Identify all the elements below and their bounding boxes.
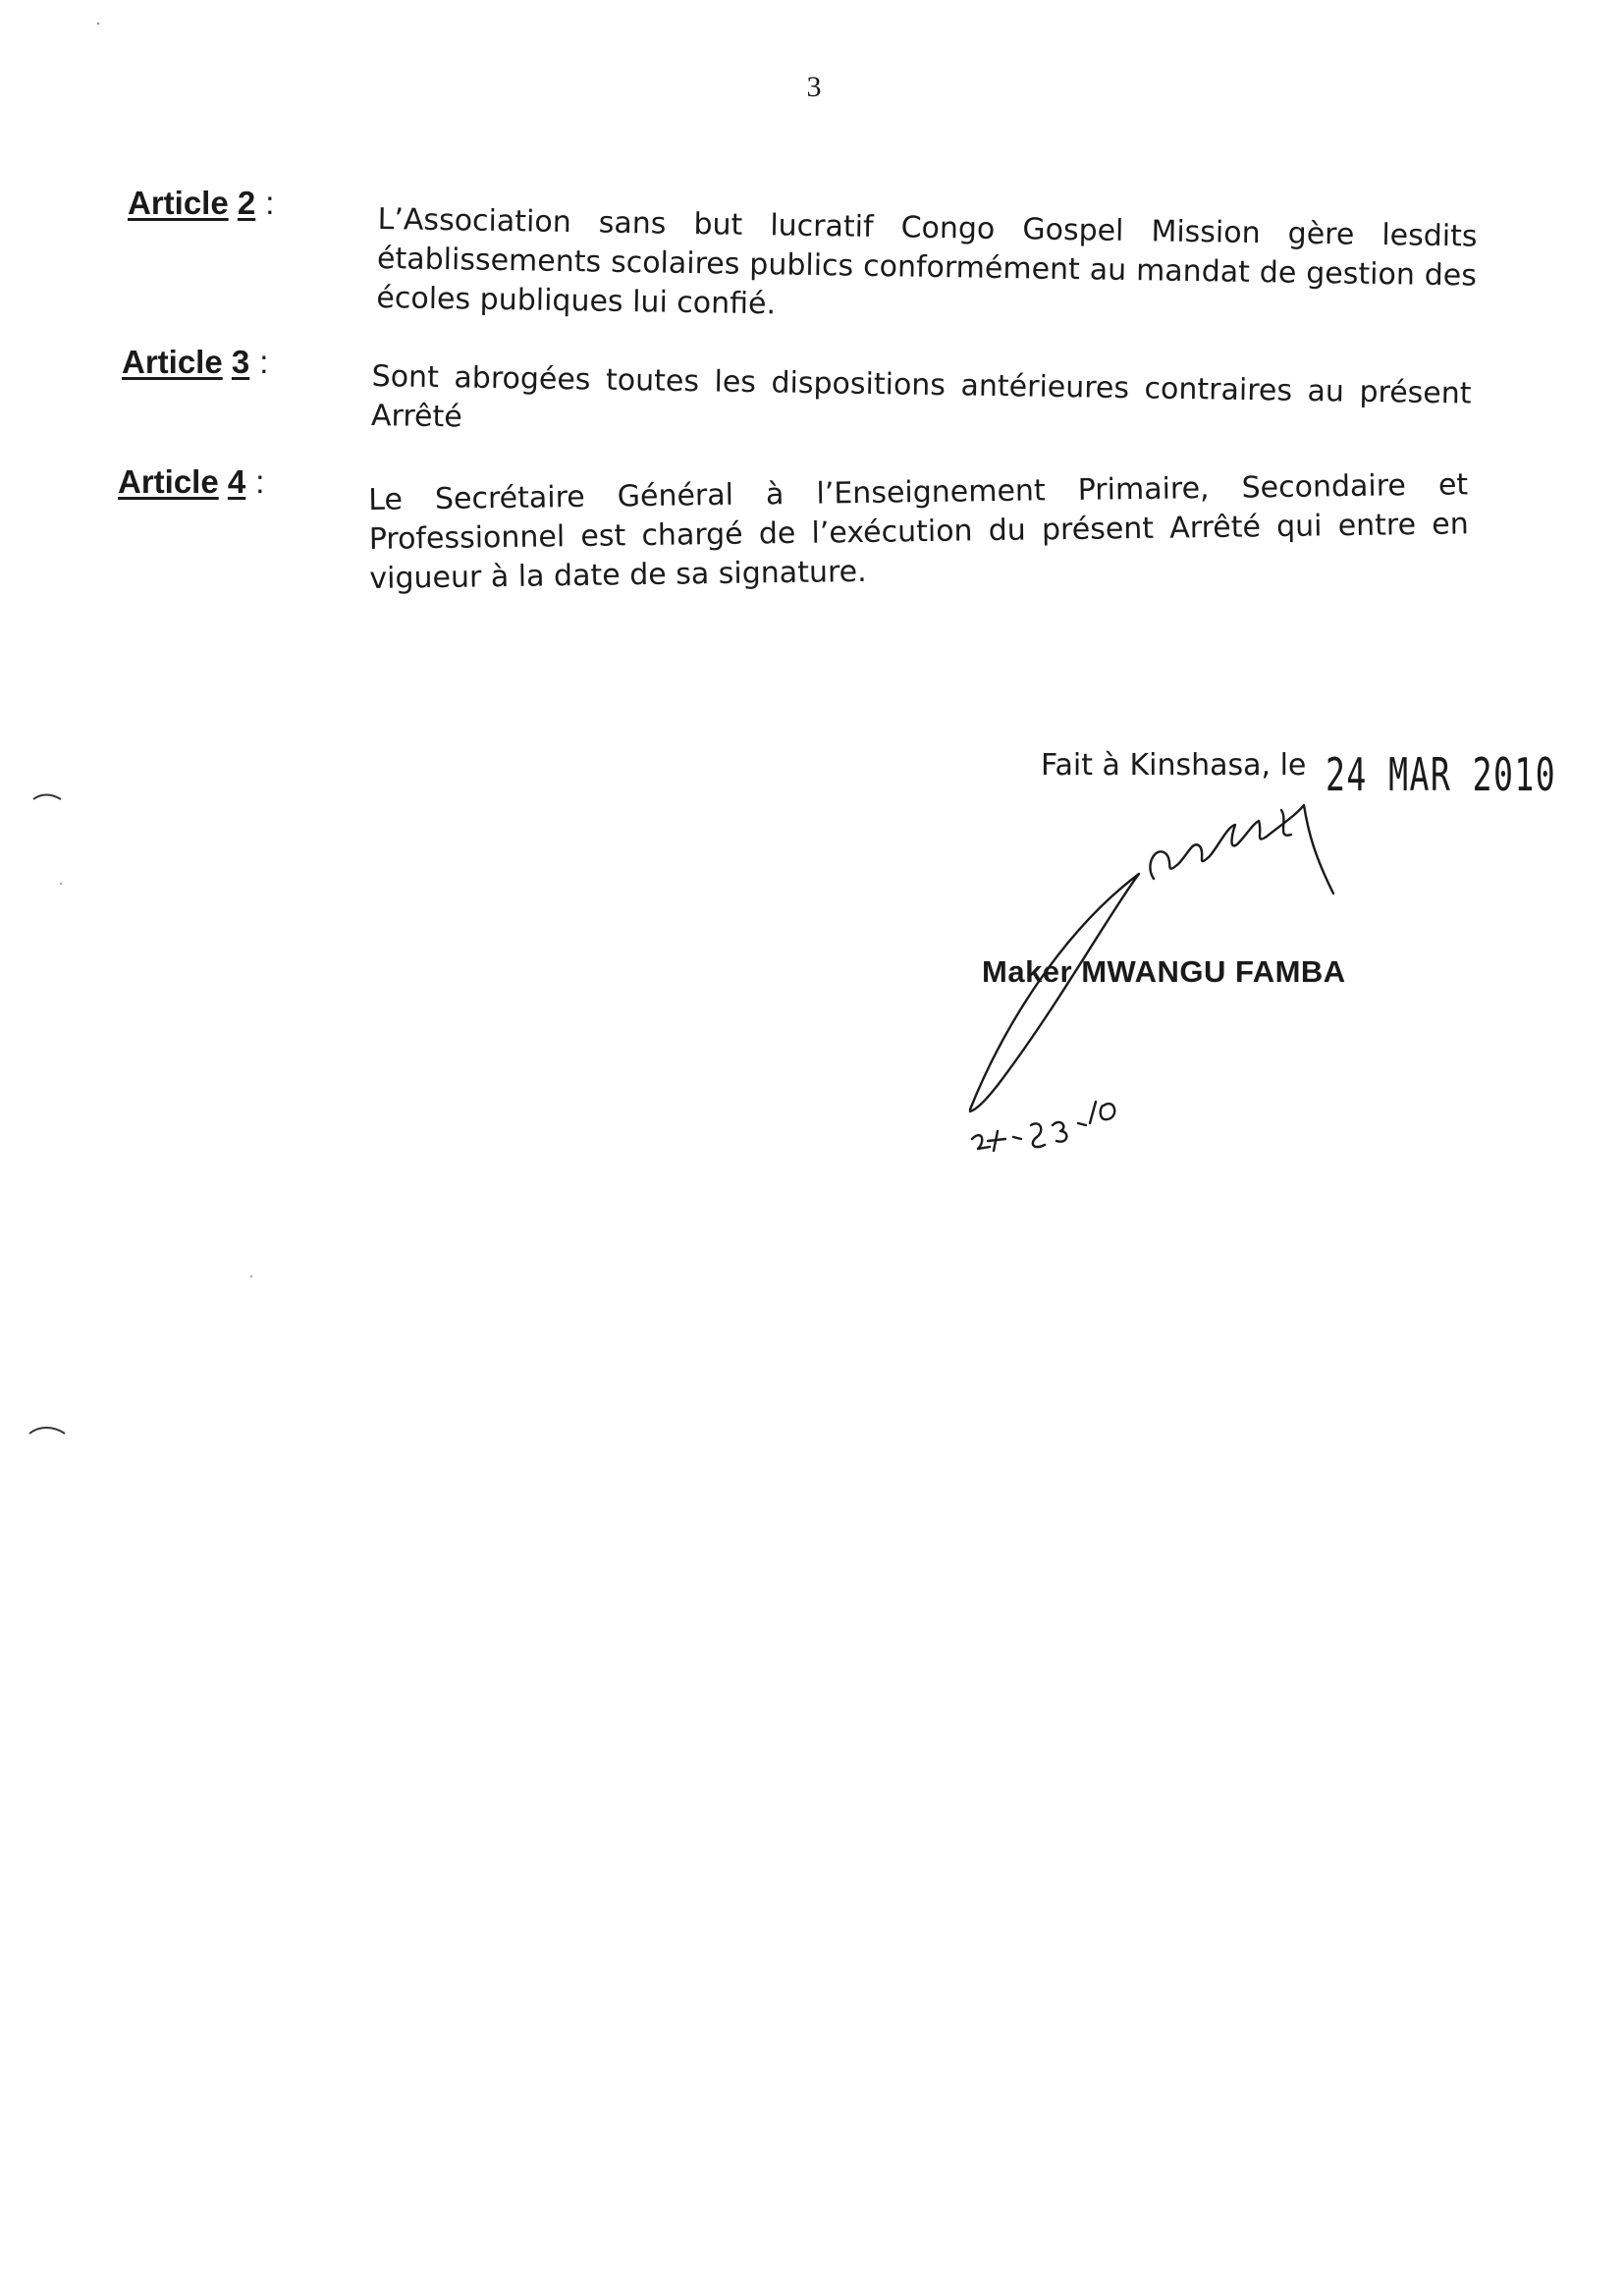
article-3-colon: : <box>259 344 269 380</box>
signatory-name: Maker MWANGU FAMBA <box>982 954 1346 989</box>
article-2-label-word: Article <box>128 185 229 221</box>
article-3-text: Sont abrogées toutes les dispositions antérieures contraires au présent Arrêté <box>370 358 1472 435</box>
signature-scribble <box>1150 821 1267 879</box>
article-2-text: L’Association sans but lucratif Congo Gospel Mission gère lesdits établissements scolaires publics conformément au mandat de gestion des écoles publiques lui confié. <box>376 201 1478 322</box>
handwritten-date-strokes <box>972 1102 1114 1151</box>
article-4-label <box>118 463 264 501</box>
date-stamp: 24 MAR 2010 <box>1326 748 1557 801</box>
article-2-colon: : <box>265 185 275 221</box>
article-4-colon: : <box>255 463 265 500</box>
article-3-label-number: 3 <box>231 344 250 380</box>
page-number: 3 <box>806 71 822 103</box>
signature-tail <box>1267 805 1333 893</box>
article-4-label-word: Article <box>118 463 219 500</box>
article-3-label <box>122 344 268 381</box>
article-3-label-word: Article <box>122 344 223 380</box>
article-2-label-number: 2 <box>237 185 256 221</box>
article-4-text: Le Secrétaire Général à l’Enseignement Primaire, Secondaire et Professionnel est chargé de l’exécution du présent Arrêté qui entre en vigueur à la date de sa signature. <box>368 467 1469 596</box>
place-of-signature: Fait à Kinshasa, le <box>1041 748 1307 783</box>
signature-stroke <box>970 874 1139 1111</box>
handwritten-signature <box>943 785 1384 1178</box>
article-2-label <box>128 185 274 222</box>
article-4-label-number: 4 <box>227 463 246 500</box>
